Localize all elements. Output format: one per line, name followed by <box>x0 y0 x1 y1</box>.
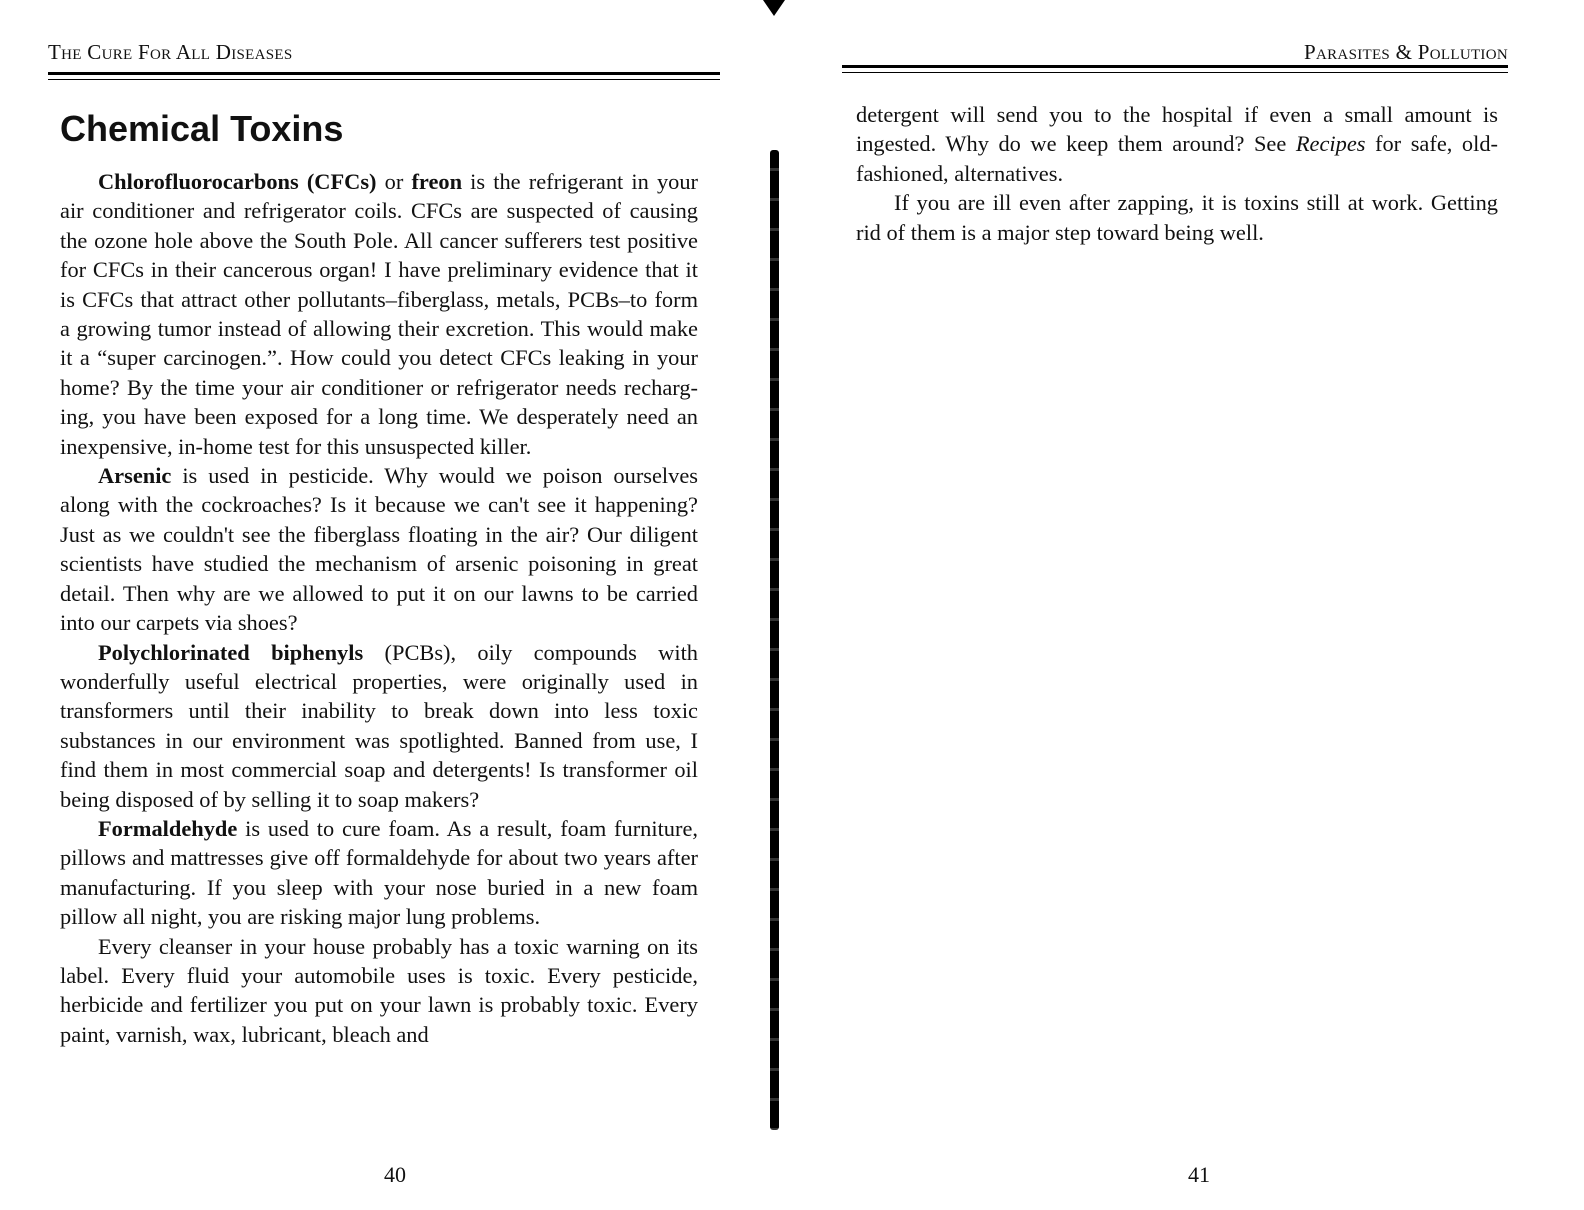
section-title: Chemical Toxins <box>60 108 344 149</box>
paragraph-cleansers <box>60 932 698 1050</box>
header-rule <box>842 65 1508 68</box>
book-gutter <box>760 0 788 1210</box>
paragraph-text: is the refrigerant in your air conditioner and refrigerator coils. CFCs are suspected of causing the ozone hole above the South Pole. All cancer sufferers test positive for CFCs in their cancerous organ! I have preliminary evidence that it is CFCs that attract other pollutants–fiberglass, metals, PCBs–to form a growing tumor instead of allowing their excretion. This would make it a “super carcinogen.”. How could you detect CFCs leaking in your home? By the time your air conditioner or refrigerator needs recharging, you have been exposed for a long time. We desperately need an inexpensive, in-home test for this unsuspected killer. <box>60 169 698 459</box>
header-rule-thin <box>48 79 720 80</box>
paragraph-pcbs <box>60 638 698 814</box>
paragraph-text: or <box>376 169 412 194</box>
term-cfcs: Chlorofluorocarbons (CFCs) <box>98 169 377 194</box>
paragraph-detergent <box>856 100 1498 188</box>
header-rule-thin <box>842 72 1508 73</box>
paragraph-arsenic <box>60 461 698 637</box>
paragraph-text: detergent will send you to the hospital if even a small amount is ingested. Why do we keep them around? See <box>856 102 1498 157</box>
page-number: 41 <box>1188 1162 1210 1187</box>
paragraph-cfcs <box>60 167 698 461</box>
binding-shadow <box>770 150 779 1130</box>
paragraph-text: for safe, old-fashioned, alternatives. <box>856 131 1498 186</box>
running-head: The Cure For All Diseases <box>48 40 293 64</box>
body-text <box>60 167 698 1049</box>
term-formaldehyde: Formaldehyde <box>98 815 238 841</box>
term-pcbs: Polychlorinated biphenyls <box>98 639 364 665</box>
paragraph-text: is used in pesticide. Why would we poison ourselves along with the cockroaches? Is it because we can't see it happening? Just as we couldn't see the fiberglass floating in the air? Our diligent scientists have studied the mechanism of arsenic poisoning in great detail. Then why are we allowed to put it on our lawns to be carried into our carpets via shoes? <box>60 463 698 636</box>
paragraph-text: is used to cure foam. As a result, foam furniture, pillows and mattresses give off formaldehyde for about two years after manufacturing. If you sleep with your nose buried in a new foam pillow all night, you are risking major lung problems. <box>60 815 698 930</box>
paragraph-text: Every cleanser in your house probably has a toxic warning on its label. Every fluid your automobile uses is toxic. Every pesticide, herbicide and fertilizer you put on your lawn is probably toxic. Every paint, varnish, wax, lubricant, bleach and <box>60 933 698 1047</box>
page-number: 40 <box>384 1162 406 1187</box>
term-freon: freon <box>411 169 463 194</box>
header-rule <box>48 72 720 75</box>
term-arsenic: Arsenic <box>98 463 172 489</box>
paragraph-formaldehyde <box>60 814 698 932</box>
binding-mark <box>763 0 785 16</box>
running-head: Parasites & Pollution <box>1304 40 1508 64</box>
right-page <box>790 0 1584 1210</box>
body-text <box>856 100 1498 247</box>
paragraph-text: (PCBs), oily compounds with wonderfully useful electrical properties, were originally used in transformers until their inability to break down into less toxic substances in our environment was spotlighted. Banned from use, I find them in most commercial soap and detergents! Is transformer oil being disposed of by selling it to soap makers? <box>60 639 698 812</box>
paragraph-zapping: If you are ill even after zapping, it is toxins still at work. Getting rid of them is a major step toward being well. <box>856 190 1498 245</box>
recipes-reference: Recipes <box>1295 131 1366 157</box>
left-page <box>0 0 780 1210</box>
